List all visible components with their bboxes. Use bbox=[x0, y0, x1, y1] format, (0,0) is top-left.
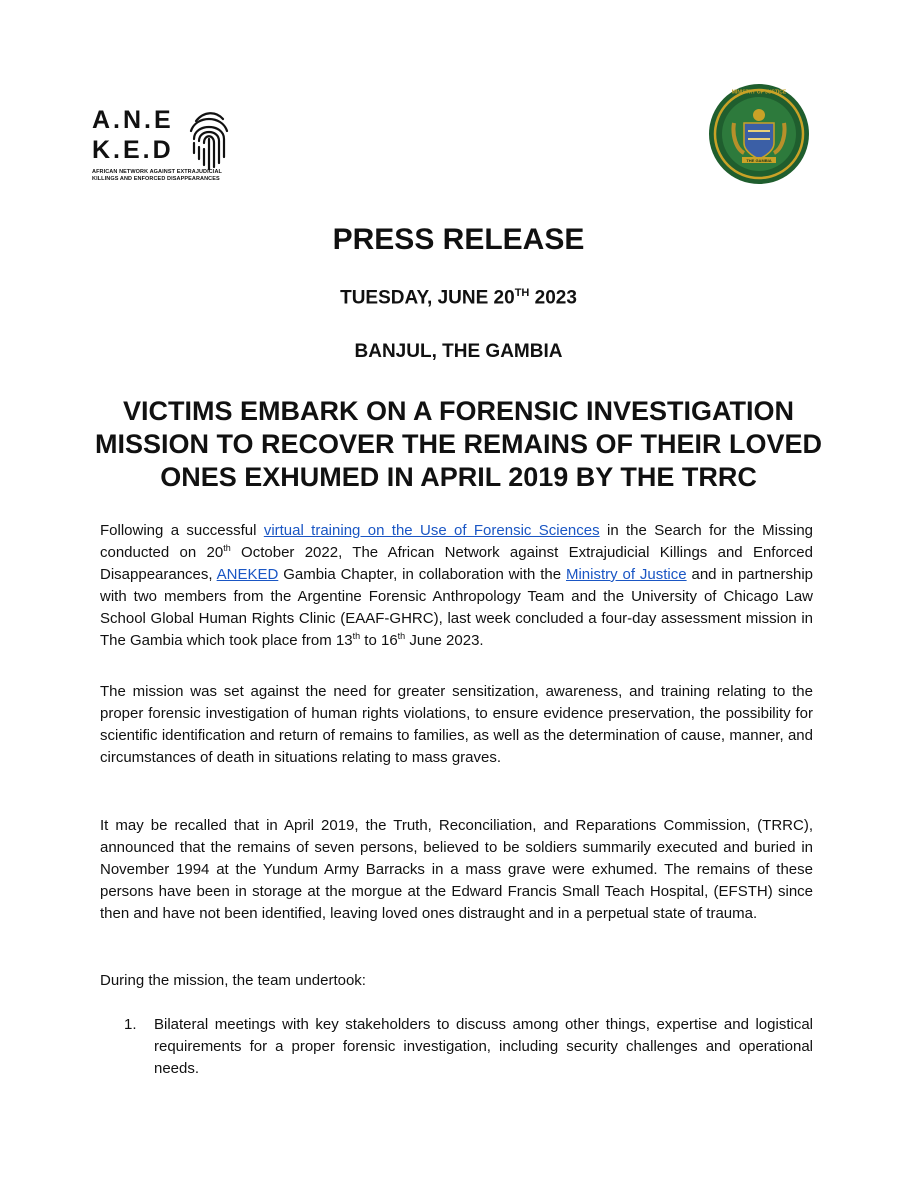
release-date-main: TUESDAY, JUNE 20 bbox=[340, 287, 515, 309]
logo-letters-row1: A.N.E bbox=[92, 106, 174, 134]
p1-text-f: to 16 bbox=[360, 632, 398, 649]
release-location: BANJUL, THE GAMBIA bbox=[354, 341, 563, 362]
ministry-of-justice-seal bbox=[708, 83, 810, 185]
p1-text-b: in the Search for the Missing conducted on 20 bbox=[100, 522, 814, 561]
aneked-logo-subtitle bbox=[92, 169, 222, 183]
logo-subtitle-line1: AFRICAN NETWORK AGAINST EXTRAJUDICIAL bbox=[92, 169, 222, 175]
page-title: PRESS RELEASE bbox=[332, 223, 585, 256]
p1-text-g: June 2023. bbox=[405, 632, 484, 649]
p1-text-d: Gambia Chapter, in collaboration with the bbox=[278, 566, 566, 583]
aneked-logo bbox=[92, 105, 227, 185]
headline-line-1: VICTIMS EMBARK ON A FORENSIC INVESTIGATION bbox=[122, 396, 795, 426]
p1-text-e: and in partnership with two members from the Argentine Forensic Anthropology Team and the University of Chicago Law School Global Human Rights Clinic (EAAF-GHRC), last week concluded a four-day assessment mission in The Gambia which took place from 13 bbox=[100, 566, 814, 649]
aneked-logo-letters bbox=[92, 105, 174, 165]
link-aneked[interactable]: ANEKED bbox=[216, 566, 279, 583]
paragraph-2: The mission was set against the need for greater sensitization, awareness, and training relating to the proper forensic investigation of human rights violations, to ensure evidence preservation, the possibility for scientific identification and return of remains to families, as well as the determination of cause, manner, and circumstances of death in situations relating to mass graves. bbox=[100, 683, 813, 766]
logo-letters-row2: K.E.D bbox=[92, 136, 174, 164]
seal-top-text: MINISTRY OF JUSTICE bbox=[731, 89, 787, 96]
headline bbox=[0, 395, 917, 494]
list-item-text: Bilateral meetings with key stakeholders to discuss among other things, expertise and logistical requirements for a proper forensic investigation, including security challenges and operational needs. bbox=[154, 1016, 813, 1077]
paragraph-3: It may be recalled that in April 2019, the Truth, Reconciliation, and Reparations Commission, (TRRC), announced that the remains of seven persons, believed to be soldiers summarily executed and buried in November 1994 at the Yundum Army Barracks in a mass grave were exhumed. The remains of these persons have been in storage at the morgue at the Edward Francis Small Teach Hospital, (EFSTH) since then and have not been identified, leaving loved ones distraught and in a perpetual state of trauma. bbox=[100, 817, 813, 922]
p1-sup-2: th bbox=[352, 631, 361, 641]
release-date bbox=[0, 287, 917, 309]
link-ministry-of-justice[interactable]: Ministry of Justice bbox=[565, 566, 687, 583]
paragraph-1 bbox=[100, 520, 813, 652]
p1-text-a: Following a successful bbox=[100, 522, 264, 539]
paragraph-4: During the mission, the team undertook: bbox=[100, 972, 366, 989]
headline-line-3: ONES EXHUMED IN APRIL 2019 BY THE TRRC bbox=[160, 462, 757, 492]
seal-banner-text: THE GAMBIA bbox=[746, 157, 772, 163]
p1-sup-1: th bbox=[223, 543, 231, 553]
p1-sup-3: th bbox=[397, 631, 406, 641]
logo-subtitle-line2: KILLINGS AND ENFORCED DISAPPEARANCES bbox=[92, 176, 220, 182]
link-virtual-training[interactable]: virtual training on the Use of Forensic Sciences bbox=[263, 522, 600, 539]
release-date-year: 2023 bbox=[529, 287, 577, 309]
fingerprint-icon bbox=[188, 109, 230, 171]
p1-text-c: October 2022, The African Network against Extrajudicial Killings and Enforced Disappearances, bbox=[100, 544, 813, 583]
release-date-suffix: TH bbox=[514, 287, 530, 299]
list-item-number: 1. bbox=[124, 1016, 137, 1033]
headline-line-2: MISSION TO RECOVER THE REMAINS OF THEIR LOVED bbox=[94, 429, 823, 459]
